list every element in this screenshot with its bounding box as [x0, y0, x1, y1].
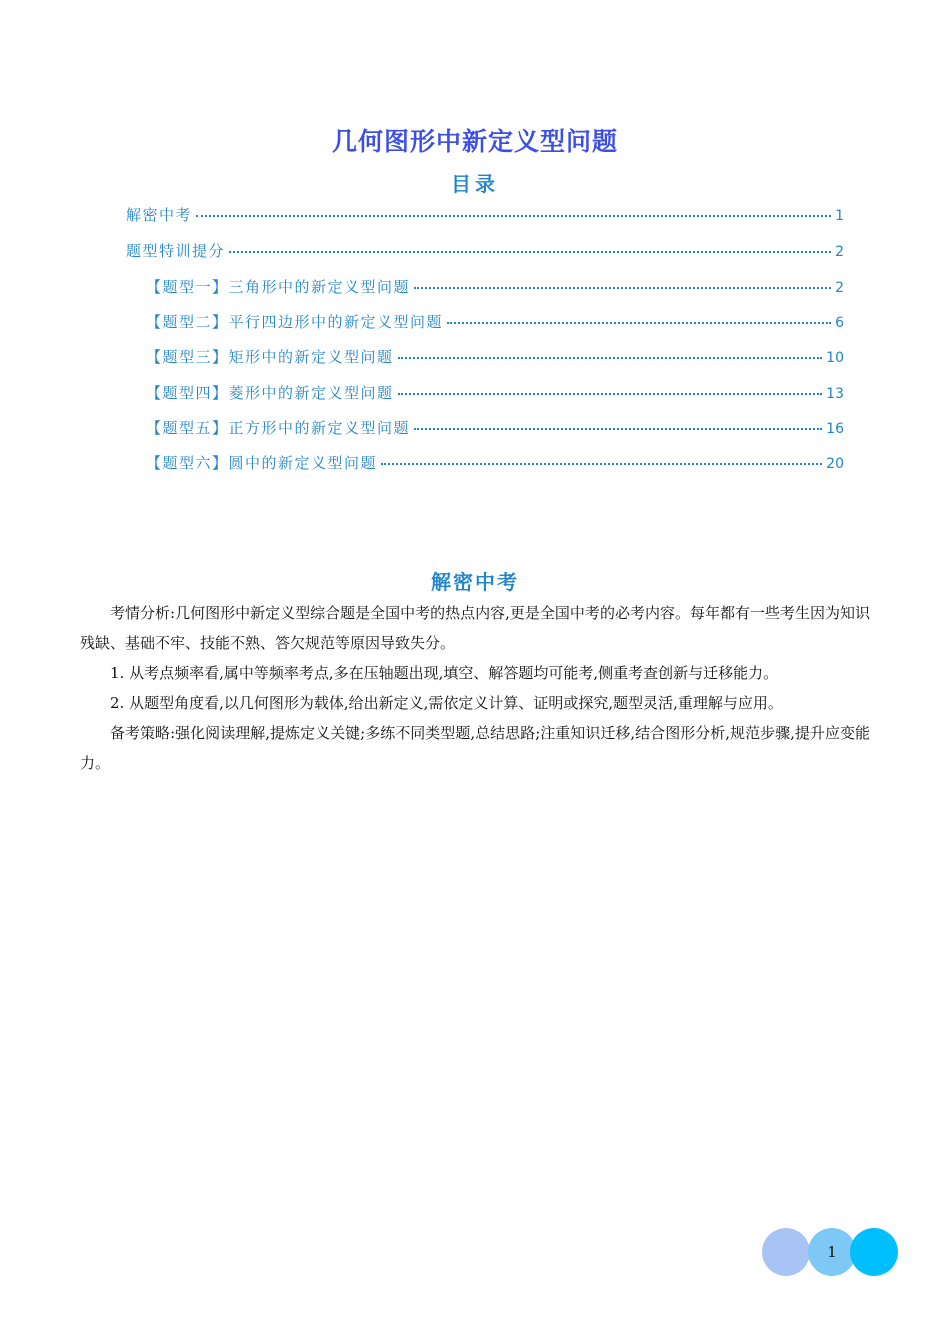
toc-entry-label: 【题型四】菱形中的新定义型问题 [146, 384, 394, 402]
toc-entry-page: 16 [826, 421, 844, 437]
toc-entry-page: 2 [835, 244, 844, 260]
toc-leader-dots [398, 357, 823, 359]
section-body [80, 598, 870, 778]
badge-circle-left [762, 1228, 810, 1276]
toc-entry-page: 20 [826, 456, 844, 472]
toc-entry-label: 【题型五】正方形中的新定义型问题 [146, 419, 411, 437]
toc-entry-type-3[interactable] [146, 346, 844, 370]
toc-entry-jiemi-zhongkao[interactable] [126, 204, 844, 228]
toc-entry-type-6[interactable] [146, 452, 844, 476]
toc-entry-type-1[interactable] [146, 276, 844, 300]
toc-entry-label: 【题型三】矩形中的新定义型问题 [146, 348, 394, 366]
toc-entry-label: 【题型一】三角形中的新定义型问题 [146, 278, 411, 296]
toc-entry-type-2[interactable] [146, 311, 844, 335]
toc-leader-dots [398, 393, 823, 395]
toc-entry-label: 【题型二】平行四边形中的新定义型问题 [146, 313, 444, 331]
toc-entry-page: 6 [835, 315, 844, 331]
paragraph-strategy: 备考策略:强化阅读理解,提炼定义关键;多练不同类型题,总结思路;注重知识迁移,结合图形分析,规范步骤,提升应变能力。 [80, 724, 870, 772]
toc-entry-label: 题型特训提分 [126, 242, 226, 260]
toc-leader-dots [381, 463, 822, 465]
section-heading: 解密中考 [431, 570, 519, 594]
toc-leader-dots [414, 287, 831, 289]
toc-entry-type-5[interactable] [146, 417, 844, 441]
page-number-badge [760, 1228, 900, 1278]
toc-entry-label: 解密中考 [126, 206, 193, 224]
toc-leader-dots [414, 428, 822, 430]
toc-entry-page: 13 [826, 386, 844, 402]
toc-heading: 目录 [451, 172, 499, 196]
paragraph-point-2: 2. 从题型角度看,以几何图形为载体,给出新定义,需依定义计算、证明或探究,题型灵活,重理解与应用。 [110, 694, 783, 712]
badge-circle-right [850, 1228, 898, 1276]
toc-entry-label: 【题型六】圆中的新定义型问题 [146, 454, 378, 472]
document-title: 几何图形中新定义型问题 [331, 127, 618, 156]
toc-leader-dots [447, 322, 831, 324]
toc-leader-dots [196, 215, 831, 217]
toc-entry-tixing-texun[interactable] [126, 240, 844, 264]
page-number: 1 [827, 1243, 837, 1261]
toc-entry-page: 2 [835, 280, 844, 296]
toc-entry-page: 10 [826, 350, 844, 366]
paragraph-point-1: 1. 从考点频率看,属中等频率考点,多在压轴题出现,填空、解答题均可能考,侧重考查创新与迁移能力。 [110, 664, 779, 682]
toc-entry-page: 1 [835, 208, 844, 224]
toc-leader-dots [229, 251, 831, 253]
toc-entry-type-4[interactable] [146, 382, 844, 406]
paragraph-analysis: 考情分析:几何图形中新定义型综合题是全国中考的热点内容,更是全国中考的必考内容。每年都有一些考生因为知识残缺、基础不牢、技能不熟、答欠规范等原因导致失分。 [80, 604, 870, 652]
